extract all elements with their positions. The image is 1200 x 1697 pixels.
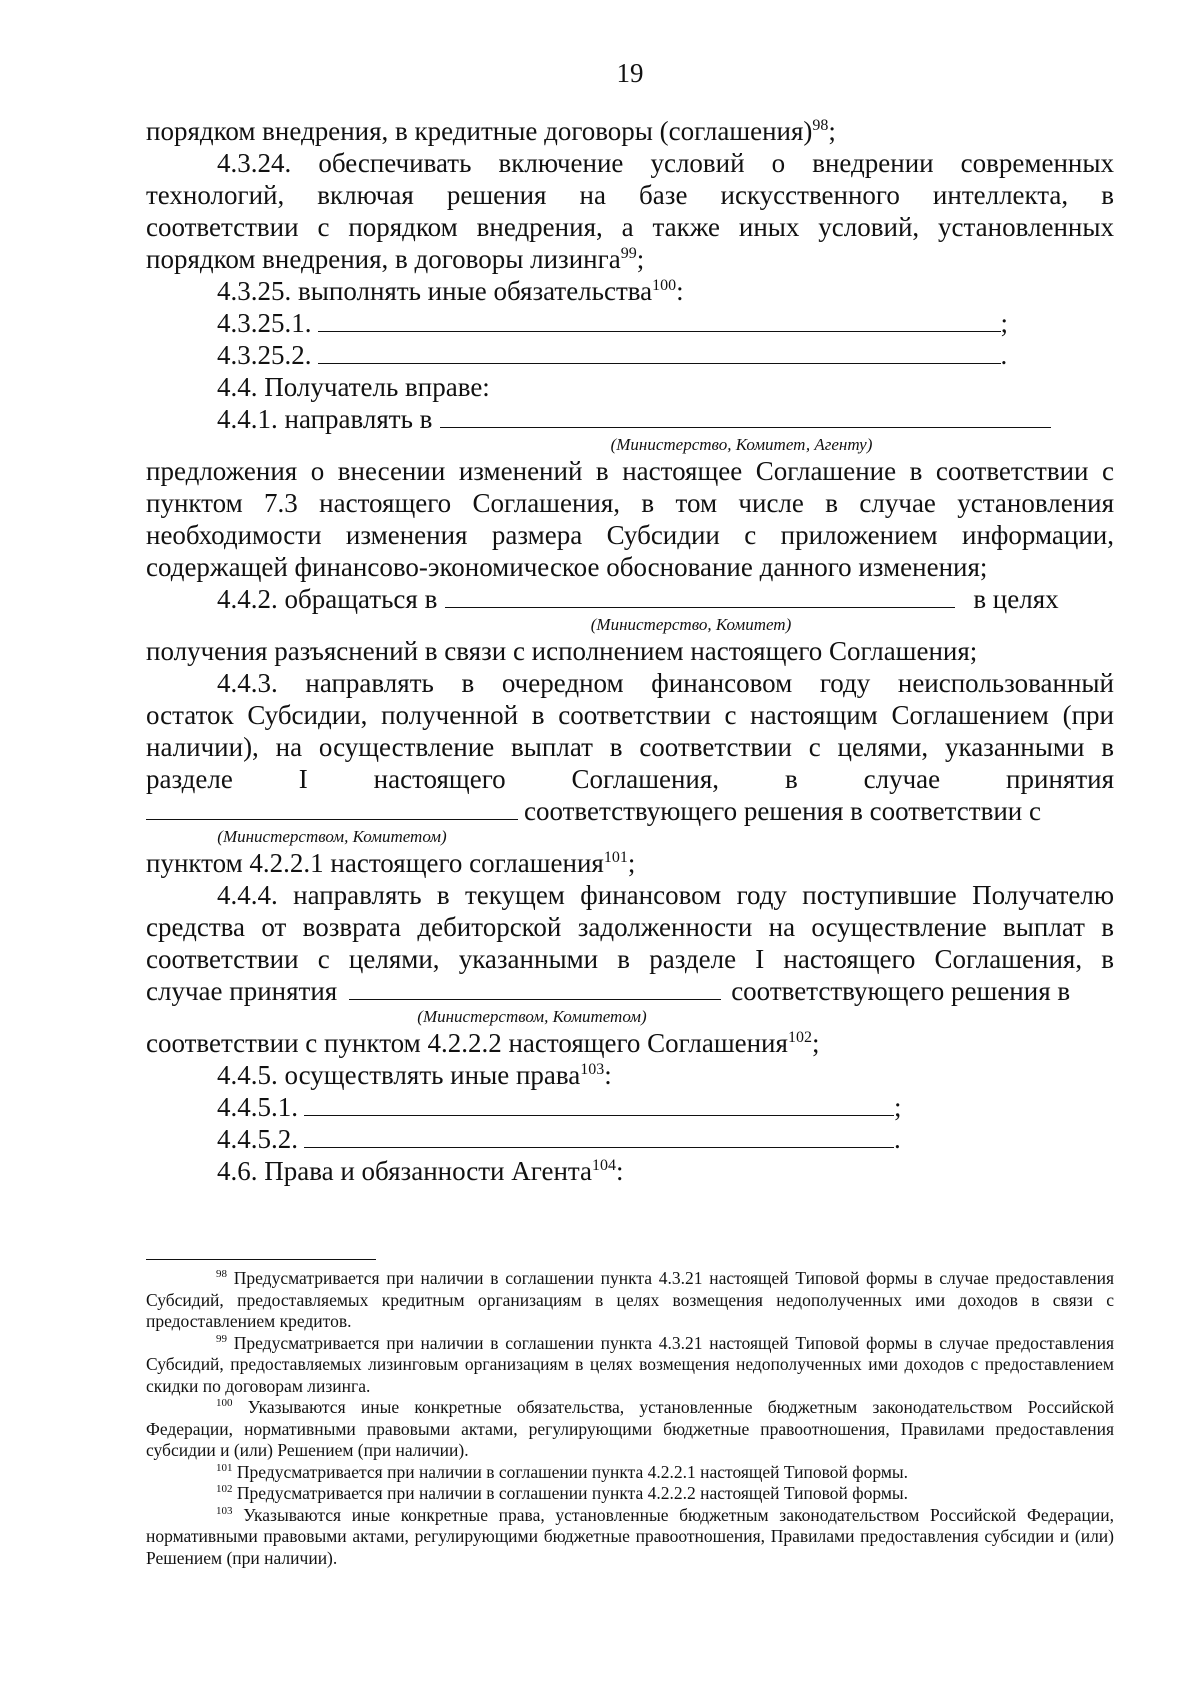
fill-in-blank[interactable] <box>445 583 955 608</box>
paragraph-4-4-1: 4.4.1. направлять в <box>146 403 1114 435</box>
footnote-ref-104: 104 <box>592 1157 617 1174</box>
paragraph-4-4-2: 4.4.2. обращаться в в целях <box>217 584 1059 614</box>
footnote-98: $^{98}$ Предусматривается при наличии в соглашении пункта 4.3.21 настоящей Типовой формы в случае предоставления Субсидий, предоставляемых кредитным организациям в целях возмещения недополученных ими доходов в связи с предоставлением кредитов. <box>146 1268 1114 1331</box>
footnote-ref-98: 98 <box>812 117 829 134</box>
paragraph-4-4-3-line5: соответствующего решения в соответствии с <box>146 795 1114 827</box>
paragraph-4-3-24-line3: соответствии с порядком внедрения, а также иных условий, установленных <box>146 212 1114 242</box>
paragraph-4-4: 4.4. Получатель вправе: <box>217 372 490 402</box>
fill-in-blank[interactable] <box>440 403 1051 428</box>
paragraph-4-4-1-line3: необходимости изменения размера Субсидии с приложением информации, <box>146 520 1114 550</box>
footnote-ref-99: 99 <box>620 245 637 262</box>
paragraph-4-6: 4.6. Права и обязанности Агента$^{104}$: <box>217 1156 624 1186</box>
paragraph-4-4-1-line4: содержащей финансово-экономическое обоснование данного изменения; <box>146 552 988 582</box>
fill-in-blank[interactable] <box>304 1091 894 1116</box>
paragraph-4-4-1-line1: предложения о внесении изменений в настоящее Соглашение в соответствии с <box>146 456 1114 486</box>
blank-caption: (Министерством, Комитетом) <box>217 827 447 846</box>
footnote-101: $^{101}$ Предусматривается при наличии в соглашении пункта 4.2.2.1 настоящей Типовой формы. <box>216 1461 909 1482</box>
fill-in-blank[interactable] <box>318 339 1001 364</box>
footnote-ref-100: 100 <box>652 277 677 294</box>
footnote-102: $^{102}$ Предусматривается при наличии в соглашении пункта 4.2.2.2 настоящей Типовой формы. <box>216 1483 909 1503</box>
paragraph-4-4-4-line3: соответствии с целями, указанными в разделе I настоящего Соглашения, в <box>146 944 1114 974</box>
paragraph-4-4-5-2: 4.4.5.2. . <box>217 1124 901 1154</box>
paragraph-4-3-25-1: 4.3.25.1. ; <box>217 308 1009 338</box>
paragraph-4-4-4-line1: 4.4.4. направлять в текущем финансовом году поступившие Получателю <box>217 880 1114 910</box>
footnote-separator <box>146 1259 376 1260</box>
blank-caption: (Министерством, Комитетом) <box>417 1007 647 1026</box>
paragraph-4-4-1-line2: пунктом 7.3 настоящего Соглашения, в том числе в случае установления <box>146 488 1114 518</box>
blank-caption: (Министерство, Комитет) <box>590 615 792 634</box>
footnote-100: $^{100}$ Указываются иные конкретные обязательства, установленные бюджетным законодательством Российской Федерации, нормативными правовыми актами, регулирующими бюджетные правоотношения, Правилами предоставления субсидии и (или) Решением (при наличии). <box>146 1397 1114 1460</box>
paragraph-4-4-3-line6: пунктом 4.2.2.1 настоящего соглашения$^{101}$; <box>146 848 636 878</box>
fill-in-blank[interactable] <box>304 1123 894 1148</box>
footnote-ref-101: 101 <box>603 849 628 866</box>
blank-caption: (Министерство, Комитет, Агенту) <box>610 435 873 454</box>
footnote-99: $^{99}$ Предусматривается при наличии в соглашении пункта 4.3.21 настоящей Типовой формы в случае предоставления Субсидий, предоставляемых лизинговым организациям в целях возмещения недополученных ими доходов с предоставлением скидки по договорам лизинга. <box>146 1332 1114 1396</box>
paragraph-credit-agreements: порядком внедрения, в кредитные договоры (соглашения)$^{98}$; <box>146 116 836 146</box>
paragraph-4-3-25-2: 4.3.25.2. . <box>217 340 1008 370</box>
footnote-103: $^{103}$ Указываются иные конкретные права, установленные бюджетным законодательством Российской Федерации, нормативными правовыми актами, регулирующими бюджетные правоотношения, Правилами предоставления субсидии и (или) Решением (при наличии). <box>146 1504 1115 1568</box>
paragraph-4-3-24-line4: порядком внедрения, в договоры лизинга$^{99}$; <box>146 244 645 274</box>
footnotes <box>146 1268 1114 1569</box>
paragraph-4-4-3-line4: разделе I настоящего Соглашения, в случае принятия <box>146 764 1114 794</box>
paragraph-4-4-4-line5: соответствии с пунктом 4.2.2.2 настоящего Соглашения$^{102}$; <box>146 1028 820 1058</box>
paragraph-4-4-3-line2: остаток Субсидии, полученной в соответствии с настоящим Соглашением (при <box>146 700 1114 730</box>
paragraph-4-3-25: 4.3.25. выполнять иные обязательства$^{100}$: <box>217 276 684 306</box>
paragraph-4-4-4-line2: средства от возврата дебиторской задолженности на осуществление выплат в <box>146 912 1114 942</box>
fill-in-blank[interactable] <box>146 795 518 820</box>
paragraph-4-4-5: 4.4.5. осуществлять иные права$^{103}$: <box>217 1060 612 1090</box>
footnote-ref-103: 103 <box>580 1061 605 1078</box>
paragraph-4-4-3-line1: 4.4.3. направлять в очередном финансовом году неиспользованный <box>217 668 1114 698</box>
paragraph-4-4-5-1: 4.4.5.1. ; <box>217 1092 902 1122</box>
fill-in-blank[interactable] <box>318 307 1001 332</box>
fill-in-blank[interactable] <box>349 975 721 1000</box>
page-number: 19 <box>616 58 644 88</box>
footnote-ref-102: 102 <box>787 1029 812 1046</box>
paragraph-4-4-4-line4: случае принятия соответствующего решения в <box>146 976 1071 1006</box>
paragraph-4-4-3-line3: наличии), на осуществление выплат в соответствии с целями, указанными в <box>146 732 1114 762</box>
document-body <box>146 115 1114 1187</box>
paragraph-4-4-2-line2: получения разъяснений в связи с исполнением настоящего Соглашения; <box>146 636 978 666</box>
paragraph-4-3-24-line2: технологий, включая решения на базе искусственного интеллекта, в <box>146 180 1114 210</box>
paragraph-4-3-24-line1: 4.3.24. обеспечивать включение условий о внедрении современных <box>217 148 1114 178</box>
